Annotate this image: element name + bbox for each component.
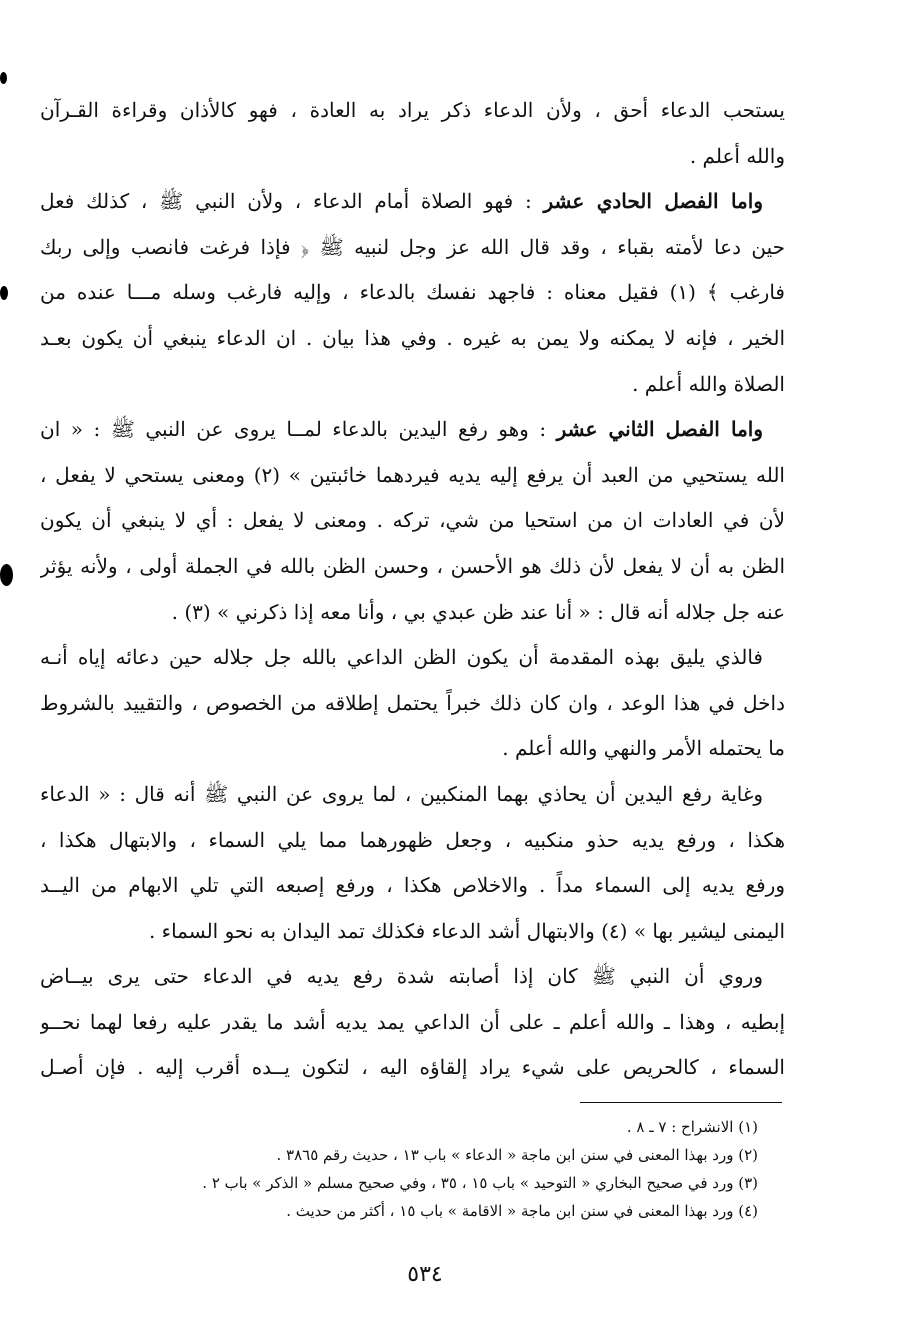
text-line: [40, 1000, 785, 1046]
footnote-4: (٤) ورد بهذا المعنى في سنن ابن ماجة « الاقامة » باب ١٥ ، أكثر من حديث .: [286, 1202, 758, 1220]
line-text: الخير ، فإنه لا يمكنه ولا يمن به غيره . وفي هذا بيان . ان الدعاء ينبغي أن يكون بعـد: [40, 325, 785, 350]
line-text: فارغب ﴾ (١) فقيل معناه : فاجهد نفسك بالدعاء ، وإليه فارغب وسله مـــا عنده من: [40, 280, 785, 305]
line-text: : وهو رفع اليدين بالدعاء لمــا يروى عن النبي ﷺ : « ان: [40, 417, 557, 442]
text-line: [40, 635, 785, 681]
text-line: [40, 954, 785, 1000]
line-text: إبطيه ، وهذا ـ والله أعلم ـ على أن الداعي يمد يديه أشد ما يقدر عليه رفعا لهما نحــو: [40, 1009, 785, 1034]
line-text: حين دعا لأمته بقباء ، وقد قال الله عز وجل لنبيه ﷺ ﴿ فإذا فرغت فانصب وإلى ربك: [40, 234, 785, 259]
footnote-divider: [580, 1102, 782, 1103]
line-text: اليمنى ليشير بها » (٤) والابتهال أشد الدعاء فكذلك تمد اليدان به نحو السماء .: [148, 918, 785, 943]
text-line: [40, 1045, 785, 1091]
line-text: هكذا ، ورفع يديه حذو منكبيه ، وجعل ظهورهما مما يلي السماء ، والابتهال هكذا ،: [40, 827, 785, 852]
section-heading: واما الفصل الثاني عشر: [556, 417, 763, 442]
page-number: ٥٣٤: [407, 1262, 443, 1287]
text-line: [40, 270, 785, 316]
text-line: [40, 453, 785, 499]
text-line: [40, 134, 785, 180]
text-line: [40, 407, 785, 453]
line-text: داخل في هذا الوعد ، وان كان ذلك خبراً يحتمل إطلاقه من الخصوص ، والتقييد بالشروط: [40, 690, 785, 715]
text-line: [40, 362, 785, 408]
line-text: يستحب الدعاء أحق ، ولأن الدعاء ذكر يراد به العادة ، فهو كالأذان وقراءة القـرآن: [40, 98, 785, 122]
scan-mark: [0, 72, 7, 84]
text-line: [40, 772, 785, 818]
text-line: [40, 909, 785, 955]
footnotes: [40, 1113, 758, 1225]
text-line: [40, 88, 785, 134]
line-text: الصلاة والله أعلم .: [632, 371, 785, 396]
text-line: [40, 590, 785, 636]
text-line: [40, 225, 785, 271]
text-line: [40, 179, 785, 225]
line-text: : فهو الصلاة أمام الدعاء ، ولأن النبي ﷺ ، كذلك فعل: [40, 189, 544, 214]
line-text: عنه جل جلاله أنه قال : « أنا عند ظن عبدي بي ، وأنا معه إذا ذكرني » (٣) .: [171, 599, 785, 624]
line-text: ورفع يديه إلى السماء مداً . والاخلاص هكذا ، ورفع إصبعه التي تلي الابهام من اليــد: [40, 873, 785, 898]
text-line: [40, 681, 785, 727]
line-text: الله يستحيي من العبد أن يرفع إليه يديه فيردهما خائبتين » (٢) ومعنى يستحي لا يفعل ،: [40, 462, 785, 487]
scan-mark: [0, 286, 8, 300]
main-text: [40, 88, 785, 1091]
line-text: وغاية رفع اليدين أن يحاذي بهما المنكبين ، لما يروى عن النبي ﷺ أنه قال : « الدعاء: [40, 781, 763, 806]
text-line: [40, 544, 785, 590]
text-line: [40, 863, 785, 909]
line-text: فالذي يليق بهذه المقدمة أن يكون الظن الداعي بالله جل جلاله حين دعائه إياه أنـه: [40, 645, 763, 670]
scan-mark: [0, 564, 13, 586]
line-text: والله أعلم .: [689, 143, 785, 168]
footnote-3: (٣) ورد في صحيح البخاري « التوحيد » باب ١٥ ، ٣٥ ، وفي صحيح مسلم « الذكر » باب ٢ .: [202, 1174, 758, 1192]
line-text: الظن به أن لا يفعل لأن ذلك هو الأحسن ، وحسن الظن بالله في الجملة أولى ، ولأنه يؤثر: [40, 553, 785, 578]
footnote-2: (٢) ورد بهذا المعنى في سنن ابن ماجة « الدعاء » باب ١٣ ، حديث رقم ٣٨٦٥ .: [276, 1146, 758, 1164]
text-line: [40, 316, 785, 362]
line-text: السماء ، كالحريص على شيء يراد إلقاؤه اليه ، لتكون يــده أقرب إليه . فإن أصـل: [40, 1055, 785, 1080]
line-text: لأن في العادات ان من استحيا من شي، تركه . ومعنى لا يفعل : أي لا ينبغي أن يكون: [40, 508, 785, 533]
text-line: [40, 498, 785, 544]
section-heading: واما الفصل الحادي عشر: [543, 189, 763, 214]
text-line: [40, 726, 785, 772]
line-text: وروي أن النبي ﷺ كان إذا أصابته شدة رفع يديه في الدعاء حتى يرى بيــاض: [40, 964, 763, 989]
text-line: [40, 818, 785, 864]
footnote-1: (١) الانشراح : ٧ ـ ٨ .: [626, 1118, 758, 1136]
line-text: ما يحتمله الأمر والنهي والله أعلم .: [502, 736, 785, 761]
